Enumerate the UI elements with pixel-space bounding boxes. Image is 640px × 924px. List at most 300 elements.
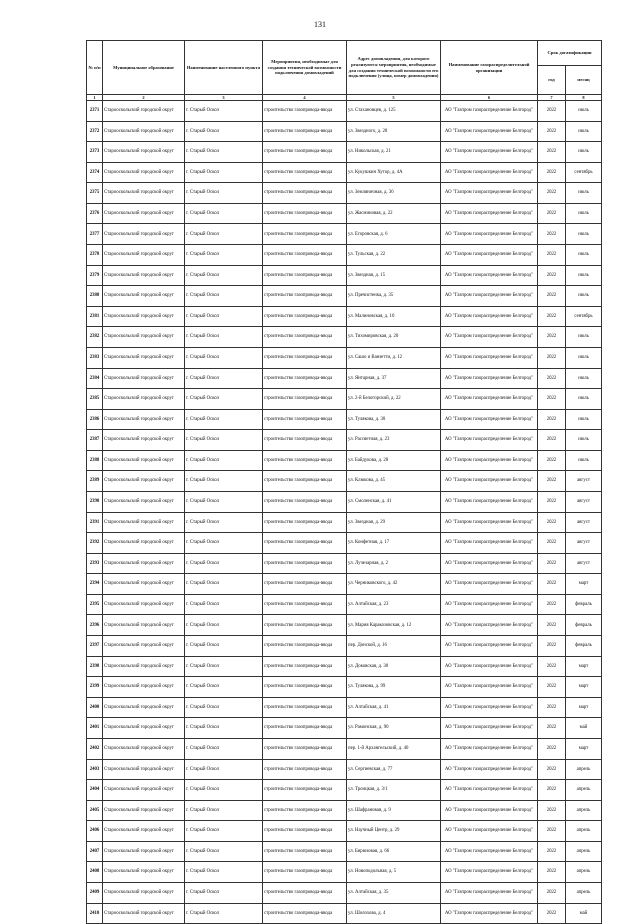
month-cell: июль [566, 286, 602, 307]
municipality-cell: Старооскольский городской округ [103, 306, 185, 327]
month-cell: февраль [566, 615, 602, 636]
row-number: 2385 [87, 389, 103, 410]
municipality-cell: Старооскольский городской округ [103, 450, 185, 471]
address-cell: пер. Донской, д. 16 [347, 636, 441, 657]
year-cell: 2022 [538, 245, 566, 266]
month-cell: июль [566, 101, 602, 122]
row-number: 2374 [87, 162, 103, 183]
address-cell: ул. Егоровская, д. 6 [347, 224, 441, 245]
address-cell: ул. Тулякова, д. 99 [347, 677, 441, 698]
activity-cell: строительство газопровода-ввода [263, 203, 347, 224]
activity-cell: строительство газопровода-ввода [263, 759, 347, 780]
locality-cell: г. Старый Оскол [185, 245, 263, 266]
municipality-cell: Старооскольский городской округ [103, 821, 185, 842]
locality-cell: г. Старый Оскол [185, 903, 263, 924]
organization-cell: АО "Газпром газораспределение Белгород" [441, 574, 538, 595]
organization-cell: АО "Газпром газораспределение Белгород" [441, 101, 538, 122]
month-cell: апрель [566, 800, 602, 821]
year-cell: 2022 [538, 265, 566, 286]
municipality-cell: Старооскольский городской округ [103, 697, 185, 718]
address-cell: ул. Земляничная, д. 36 [347, 183, 441, 204]
month-cell: апрель [566, 821, 602, 842]
locality-cell: г. Старый Оскол [185, 553, 263, 574]
organization-cell: АО "Газпром газораспределение Белгород" [441, 677, 538, 698]
organization-cell: АО "Газпром газораспределение Белгород" [441, 286, 538, 307]
address-cell: ул. Звездного, д. 28 [347, 121, 441, 142]
address-cell: ул. Научный Центр, д. 29 [347, 821, 441, 842]
address-cell: ул. Кукушкин Хутор, д. 4А [347, 162, 441, 183]
municipality-cell: Старооскольский городской округ [103, 491, 185, 512]
year-cell: 2022 [538, 512, 566, 533]
activity-cell: строительство газопровода-ввода [263, 800, 347, 821]
year-cell: 2022 [538, 183, 566, 204]
year-cell: 2022 [538, 142, 566, 163]
activity-cell: строительство газопровода-ввода [263, 780, 347, 801]
table-row [87, 697, 602, 718]
year-cell: 2022 [538, 286, 566, 307]
locality-cell: г. Старый Оскол [185, 306, 263, 327]
organization-cell: АО "Газпром газораспределение Белгород" [441, 718, 538, 739]
activity-cell: строительство газопровода-ввода [263, 409, 347, 430]
activity-cell: строительство газопровода-ввода [263, 903, 347, 924]
row-number: 2408 [87, 862, 103, 883]
table-row [87, 759, 602, 780]
organization-cell: АО "Газпром газораспределение Белгород" [441, 615, 538, 636]
row-number: 2410 [87, 903, 103, 924]
organization-cell: АО "Газпром газораспределение Белгород" [441, 430, 538, 451]
municipality-cell: Старооскольский городской округ [103, 780, 185, 801]
activity-cell: строительство газопровода-ввода [263, 347, 347, 368]
year-cell: 2022 [538, 368, 566, 389]
year-cell: 2022 [538, 389, 566, 410]
year-cell: 2022 [538, 718, 566, 739]
month-cell: август [566, 512, 602, 533]
locality-cell: г. Старый Оскол [185, 780, 263, 801]
organization-cell: АО "Газпром газораспределение Белгород" [441, 368, 538, 389]
organization-cell: АО "Газпром газораспределение Белгород" [441, 224, 538, 245]
table-row [87, 389, 602, 410]
table-row [87, 306, 602, 327]
address-cell: ул. Шолохова, д. 4 [347, 903, 441, 924]
year-cell: 2022 [538, 203, 566, 224]
year-cell: 2022 [538, 841, 566, 862]
address-cell: ул. Звездная, д. 15 [347, 265, 441, 286]
row-number: 2393 [87, 553, 103, 574]
organization-cell: АО "Газпром газораспределение Белгород" [441, 162, 538, 183]
header-n: № п/п [87, 41, 103, 95]
activity-cell: строительство газопровода-ввода [263, 101, 347, 122]
year-cell: 2022 [538, 759, 566, 780]
table-row [87, 800, 602, 821]
locality-cell: г. Старый Оскол [185, 738, 263, 759]
activity-cell: строительство газопровода-ввода [263, 636, 347, 657]
municipality-cell: Старооскольский городской округ [103, 903, 185, 924]
locality-cell: г. Старый Оскол [185, 882, 263, 903]
municipality-cell: Старооскольский городской округ [103, 615, 185, 636]
year-cell: 2022 [538, 306, 566, 327]
municipality-cell: Старооскольский городской округ [103, 327, 185, 348]
month-cell: март [566, 677, 602, 698]
municipality-cell: Старооскольский городской округ [103, 368, 185, 389]
organization-cell: АО "Газпром газораспределение Белгород" [441, 245, 538, 266]
table-row [87, 882, 602, 903]
municipality-cell: Старооскольский городской округ [103, 245, 185, 266]
locality-cell: г. Старый Оскол [185, 142, 263, 163]
locality-cell: г. Старый Оскол [185, 286, 263, 307]
month-cell: июль [566, 450, 602, 471]
year-cell: 2022 [538, 574, 566, 595]
activity-cell: строительство газопровода-ввода [263, 368, 347, 389]
table-row [87, 574, 602, 595]
table-row [87, 491, 602, 512]
locality-cell: г. Старый Оскол [185, 389, 263, 410]
month-cell: июль [566, 430, 602, 451]
municipality-cell: Старооскольский городской округ [103, 656, 185, 677]
organization-cell: АО "Газпром газораспределение Белгород" [441, 142, 538, 163]
row-number: 2380 [87, 286, 103, 307]
year-cell: 2022 [538, 409, 566, 430]
municipality-cell: Старооскольский городской округ [103, 594, 185, 615]
locality-cell: г. Старый Оскол [185, 183, 263, 204]
table-row [87, 594, 602, 615]
municipality-cell: Старооскольский городской округ [103, 759, 185, 780]
municipality-cell: Старооскольский городской округ [103, 142, 185, 163]
locality-cell: г. Старый Оскол [185, 841, 263, 862]
municipality-cell: Старооскольский городской округ [103, 738, 185, 759]
locality-cell: г. Старый Оскол [185, 347, 263, 368]
month-cell: март [566, 574, 602, 595]
year-cell: 2022 [538, 101, 566, 122]
address-cell: ул. 2-й Белогорский, д. 22 [347, 389, 441, 410]
header-year: год [538, 66, 566, 95]
locality-cell: г. Старый Оскол [185, 491, 263, 512]
organization-cell: АО "Газпром газораспределение Белгород" [441, 306, 538, 327]
row-number: 2372 [87, 121, 103, 142]
organization-cell: АО "Газпром газораспределение Белгород" [441, 738, 538, 759]
row-number: 2404 [87, 780, 103, 801]
year-cell: 2022 [538, 121, 566, 142]
table-row [87, 162, 602, 183]
activity-cell: строительство газопровода-ввода [263, 471, 347, 492]
header-activity: Мероприятия, необходимые для создания технической возможности подключения домовладений [263, 41, 347, 95]
address-cell: ул. Тульская, д. 22 [347, 245, 441, 266]
row-number: 2375 [87, 183, 103, 204]
activity-cell: строительство газопровода-ввода [263, 306, 347, 327]
activity-cell: строительство газопровода-ввода [263, 121, 347, 142]
activity-cell: строительство газопровода-ввода [263, 718, 347, 739]
table-row [87, 738, 602, 759]
table-row [87, 121, 602, 142]
municipality-cell: Старооскольский городской округ [103, 121, 185, 142]
address-cell: ул. Жасминовая, д. 22 [347, 203, 441, 224]
month-cell: июль [566, 121, 602, 142]
activity-cell: строительство газопровода-ввода [263, 697, 347, 718]
year-cell: 2022 [538, 821, 566, 842]
organization-cell: АО "Газпром газораспределение Белгород" [441, 203, 538, 224]
organization-cell: АО "Газпром газораспределение Белгород" [441, 327, 538, 348]
month-cell: апрель [566, 841, 602, 862]
month-cell: февраль [566, 636, 602, 657]
row-number: 2386 [87, 409, 103, 430]
municipality-cell: Старооскольский городской округ [103, 183, 185, 204]
column-number: 3 [185, 95, 263, 101]
month-cell: сентябрь [566, 162, 602, 183]
address-cell: ул. Пречистенка, д. 35 [347, 286, 441, 307]
month-cell: май [566, 903, 602, 924]
row-number: 2371 [87, 101, 103, 122]
organization-cell: АО "Газпром газораспределение Белгород" [441, 862, 538, 883]
table-row [87, 142, 602, 163]
year-cell: 2022 [538, 800, 566, 821]
year-cell: 2022 [538, 656, 566, 677]
activity-cell: строительство газопровода-ввода [263, 821, 347, 842]
organization-cell: АО "Газпром газораспределение Белгород" [441, 821, 538, 842]
organization-cell: АО "Газпром газораспределение Белгород" [441, 759, 538, 780]
row-number: 2378 [87, 245, 103, 266]
organization-cell: АО "Газпром газораспределение Белгород" [441, 265, 538, 286]
locality-cell: г. Старый Оскол [185, 471, 263, 492]
locality-cell: г. Старый Оскол [185, 594, 263, 615]
row-number: 2402 [87, 738, 103, 759]
year-cell: 2022 [538, 491, 566, 512]
address-cell: ул. Звездная, д. 29 [347, 512, 441, 533]
year-cell: 2022 [538, 327, 566, 348]
locality-cell: г. Старый Оскол [185, 450, 263, 471]
activity-cell: строительство газопровода-ввода [263, 512, 347, 533]
locality-cell: г. Старый Оскол [185, 327, 263, 348]
organization-cell: АО "Газпром газораспределение Белгород" [441, 121, 538, 142]
column-number: 8 [566, 95, 602, 101]
year-cell: 2022 [538, 224, 566, 245]
organization-cell: АО "Газпром газораспределение Белгород" [441, 512, 538, 533]
year-cell: 2022 [538, 533, 566, 554]
year-cell: 2022 [538, 450, 566, 471]
locality-cell: г. Старый Оскол [185, 162, 263, 183]
organization-cell: АО "Газпром газораспределение Белгород" [441, 697, 538, 718]
activity-cell: строительство газопровода-ввода [263, 738, 347, 759]
locality-cell: г. Старый Оскол [185, 821, 263, 842]
activity-cell: строительство газопровода-ввода [263, 327, 347, 348]
row-number: 2401 [87, 718, 103, 739]
organization-cell: АО "Газпром газораспределение Белгород" [441, 656, 538, 677]
address-cell: ул. Сашо и Ванзетти, д. 12 [347, 347, 441, 368]
row-number: 2397 [87, 636, 103, 657]
month-cell: март [566, 697, 602, 718]
activity-cell: строительство газопровода-ввода [263, 142, 347, 163]
table-row [87, 183, 602, 204]
header-address: Адрес домовладения, для которого реализуются мероприятия, необходимые для создания технической возможности его подключения (улица, номер домовладения) [347, 41, 441, 95]
table-row [87, 841, 602, 862]
table-row [87, 615, 602, 636]
locality-cell: г. Старый Оскол [185, 636, 263, 657]
column-number: 4 [263, 95, 347, 101]
municipality-cell: Старооскольский городской округ [103, 553, 185, 574]
year-cell: 2022 [538, 903, 566, 924]
table-row [87, 347, 602, 368]
row-number: 2394 [87, 574, 103, 595]
row-number: 2383 [87, 347, 103, 368]
table-row [87, 409, 602, 430]
locality-cell: г. Старый Оскол [185, 862, 263, 883]
row-number: 2405 [87, 800, 103, 821]
header-org: Наименование газораспределительной организации [441, 41, 538, 95]
organization-cell: АО "Газпром газораспределение Белгород" [441, 882, 538, 903]
year-cell: 2022 [538, 697, 566, 718]
locality-cell: г. Старый Оскол [185, 368, 263, 389]
table-row [87, 245, 602, 266]
address-cell: ул. Доковская, д. 30 [347, 656, 441, 677]
locality-cell: г. Старый Оскол [185, 409, 263, 430]
year-cell: 2022 [538, 862, 566, 883]
activity-cell: строительство газопровода-ввода [263, 656, 347, 677]
activity-cell: строительство газопровода-ввода [263, 594, 347, 615]
row-number: 2376 [87, 203, 103, 224]
activity-cell: строительство газопровода-ввода [263, 265, 347, 286]
activity-cell: строительство газопровода-ввода [263, 224, 347, 245]
locality-cell: г. Старый Оскол [185, 800, 263, 821]
locality-cell: г. Старый Оскол [185, 677, 263, 698]
column-number: 2 [103, 95, 185, 101]
address-cell: ул. Бирюзовая, д. 66 [347, 841, 441, 862]
locality-cell: г. Старый Оскол [185, 265, 263, 286]
month-cell: февраль [566, 594, 602, 615]
table-row [87, 224, 602, 245]
locality-cell: г. Старый Оскол [185, 121, 263, 142]
address-cell: ул. Сергиевская, д. 77 [347, 759, 441, 780]
month-cell: июль [566, 347, 602, 368]
header-term: Срок догазификации [538, 41, 602, 66]
municipality-cell: Старооскольский городской округ [103, 101, 185, 122]
month-cell: июль [566, 368, 602, 389]
month-cell: март [566, 656, 602, 677]
locality-cell: г. Старый Оскол [185, 224, 263, 245]
organization-cell: АО "Газпром газораспределение Белгород" [441, 347, 538, 368]
address-cell: пер. 1-й Архангельский, д. 40 [347, 738, 441, 759]
table-row [87, 368, 602, 389]
address-cell: ул. Тулякова, д. 30 [347, 409, 441, 430]
table-row [87, 821, 602, 842]
organization-cell: АО "Газпром газораспределение Белгород" [441, 491, 538, 512]
table-row [87, 512, 602, 533]
row-number: 2409 [87, 882, 103, 903]
table-row [87, 903, 602, 924]
column-number: 7 [538, 95, 566, 101]
row-number: 2377 [87, 224, 103, 245]
locality-cell: г. Старый Оскол [185, 656, 263, 677]
organization-cell: АО "Газпром газораспределение Белгород" [441, 471, 538, 492]
municipality-cell: Старооскольский городской округ [103, 574, 185, 595]
month-cell: август [566, 491, 602, 512]
locality-cell: г. Старый Оскол [185, 718, 263, 739]
municipality-cell: Старооскольский городской округ [103, 533, 185, 554]
municipality-cell: Старооскольский городской округ [103, 800, 185, 821]
column-number: 5 [347, 95, 441, 101]
municipality-cell: Старооскольский городской округ [103, 389, 185, 410]
municipality-cell: Старооскольский городской округ [103, 203, 185, 224]
municipality-cell: Старооскольский городской округ [103, 224, 185, 245]
month-cell: июль [566, 327, 602, 348]
table-row [87, 430, 602, 451]
row-number: 2403 [87, 759, 103, 780]
address-cell: ул. Янтарная, д. 37 [347, 368, 441, 389]
address-cell: ул. Конфетная, д. 17 [347, 533, 441, 554]
activity-cell: строительство газопровода-ввода [263, 450, 347, 471]
year-cell: 2022 [538, 738, 566, 759]
municipality-cell: Старооскольский городской округ [103, 471, 185, 492]
year-cell: 2022 [538, 471, 566, 492]
locality-cell: г. Старый Оскол [185, 203, 263, 224]
table-row [87, 636, 602, 657]
organization-cell: АО "Газпром газораспределение Белгород" [441, 800, 538, 821]
address-cell: ул. Байдукова, д. 28 [347, 450, 441, 471]
table-row [87, 553, 602, 574]
organization-cell: АО "Газпром газораспределение Белгород" [441, 594, 538, 615]
table-row [87, 862, 602, 883]
address-cell: ул. Смоленская, д. 41 [347, 491, 441, 512]
locality-cell: г. Старый Оскол [185, 615, 263, 636]
locality-cell: г. Старый Оскол [185, 430, 263, 451]
address-cell: ул. Стахановцев, д. 125 [347, 101, 441, 122]
municipality-cell: Старооскольский городской округ [103, 430, 185, 451]
activity-cell: строительство газопровода-ввода [263, 533, 347, 554]
table-row [87, 677, 602, 698]
year-cell: 2022 [538, 162, 566, 183]
page-number: 131 [314, 20, 326, 29]
activity-cell: строительство газопровода-ввода [263, 553, 347, 574]
column-number: 1 [87, 95, 103, 101]
row-number: 2400 [87, 697, 103, 718]
row-number: 2387 [87, 430, 103, 451]
month-cell: сентябрь [566, 306, 602, 327]
table-row [87, 718, 602, 739]
month-cell: апрель [566, 759, 602, 780]
locality-cell: г. Старый Оскол [185, 533, 263, 554]
month-cell: июль [566, 183, 602, 204]
municipality-cell: Старооскольский городской округ [103, 677, 185, 698]
month-cell: июль [566, 245, 602, 266]
row-number: 2382 [87, 327, 103, 348]
organization-cell: АО "Газпром газораспределение Белгород" [441, 183, 538, 204]
year-cell: 2022 [538, 615, 566, 636]
year-cell: 2022 [538, 636, 566, 657]
address-cell: ул. Рассветная, д. 23 [347, 430, 441, 451]
activity-cell: строительство газопровода-ввода [263, 245, 347, 266]
activity-cell: строительство газопровода-ввода [263, 615, 347, 636]
table-row [87, 101, 602, 122]
row-number: 2389 [87, 471, 103, 492]
municipality-cell: Старооскольский городской округ [103, 512, 185, 533]
address-cell: ул. Троицкая, д. 3/1 [347, 780, 441, 801]
row-number: 2395 [87, 594, 103, 615]
address-cell: ул. Лучезарная, д. 2 [347, 553, 441, 574]
row-number: 2396 [87, 615, 103, 636]
activity-cell: строительство газопровода-ввода [263, 430, 347, 451]
municipality-cell: Старооскольский городской округ [103, 347, 185, 368]
table-row [87, 471, 602, 492]
header-month: месяц [566, 66, 602, 95]
organization-cell: АО "Газпром газораспределение Белгород" [441, 553, 538, 574]
locality-cell: г. Старый Оскол [185, 512, 263, 533]
locality-cell: г. Старый Оскол [185, 574, 263, 595]
organization-cell: АО "Газпром газораспределение Белгород" [441, 841, 538, 862]
month-cell: август [566, 533, 602, 554]
month-cell: апрель [566, 882, 602, 903]
organization-cell: АО "Газпром газораспределение Белгород" [441, 409, 538, 430]
month-cell: июль [566, 265, 602, 286]
locality-cell: г. Старый Оскол [185, 101, 263, 122]
organization-cell: АО "Газпром газораспределение Белгород" [441, 450, 538, 471]
column-number: 6 [441, 95, 538, 101]
